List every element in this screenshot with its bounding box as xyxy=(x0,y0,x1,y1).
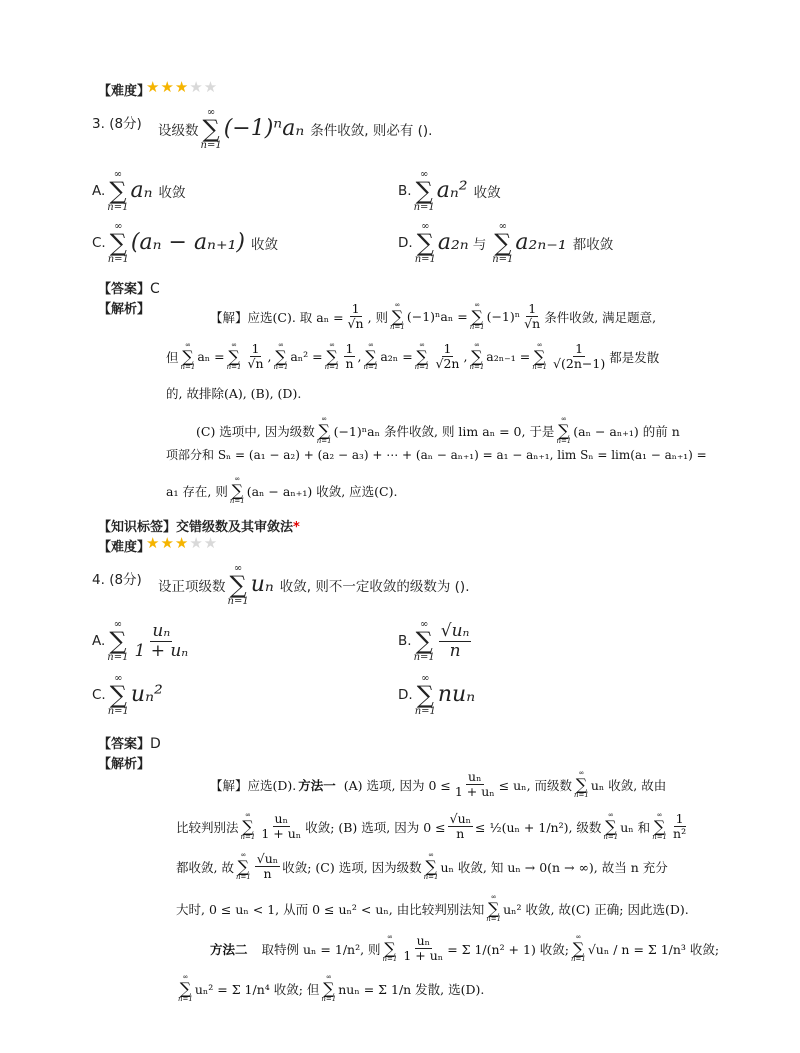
solution-text: 都是发散 xyxy=(609,349,660,365)
question-points: (8分) xyxy=(109,116,142,132)
question-3-stem xyxy=(92,112,142,132)
sum-symbol: ∞ ∑ n=1 xyxy=(486,893,502,924)
sum-symbol: ∞ ∑ n=1 xyxy=(413,619,435,663)
solution-method: 方法二 xyxy=(210,941,248,957)
stem-series: uₙ xyxy=(250,572,274,598)
difficulty-label: 【难度】 xyxy=(98,84,151,99)
solution-line xyxy=(176,894,689,923)
star-filled-icon: ★★★ xyxy=(146,78,190,96)
fraction: $\frac{1}{√n}$ xyxy=(247,341,264,372)
sum-symbol: ∞ ∑ n=1 xyxy=(414,673,436,717)
star-filled-icon: ★★★ xyxy=(146,534,190,552)
option-letter: A. xyxy=(92,183,106,200)
sum-symbol: ∞ ∑ n=1 xyxy=(469,301,485,332)
option-letter: D. xyxy=(398,235,413,252)
option-mid: 与 xyxy=(472,237,487,254)
solution-line xyxy=(210,770,666,799)
sum-symbol: ∞ ∑ n=1 xyxy=(414,341,430,372)
sum-symbol: ∞ ∑ n=1 xyxy=(107,169,129,213)
difficulty-label: 【难度】 xyxy=(98,540,151,555)
fraction-num: √uₙ xyxy=(440,621,470,642)
sum-symbol: ∞ ∑ n=1 xyxy=(423,851,439,882)
solution-text: (−1)ⁿaₙ 条件收敛, 则 lim aₙ = 0, 于是 xyxy=(333,423,555,439)
sum-symbol: ∞ ∑ n=1 xyxy=(321,973,337,1004)
answer-row xyxy=(98,733,161,752)
stem-suffix: 条件收敛, 则必有 (). xyxy=(310,123,433,140)
sum-symbol: ∞ ∑ n=1 xyxy=(227,563,249,607)
solution-text: uₙ 收敛, 故由 xyxy=(590,777,667,793)
sum-symbol: ∞ ∑ n=1 xyxy=(324,341,340,372)
sum-symbol: ∞ ∑ n=1 xyxy=(382,933,398,964)
solution-line xyxy=(166,476,397,505)
sum-symbol: ∞ ∑ n=1 xyxy=(414,221,436,265)
fraction: $\frac{1}{\text{n²}}$ xyxy=(673,811,687,842)
option-d[interactable] xyxy=(398,674,475,717)
sum-symbol: ∞ ∑ n=1 xyxy=(469,341,485,372)
tag-label: 【知识标签】 xyxy=(98,520,177,535)
sum-symbol: ∞ ∑ n=1 xyxy=(229,475,245,506)
solution-text: , 则 xyxy=(367,309,389,325)
fraction xyxy=(132,622,190,660)
fraction: $\frac{1}{√n}$ xyxy=(347,301,364,332)
solution-text: (aₙ − aₙ₊₁) 的前 n xyxy=(573,423,680,439)
fraction-num: uₙ xyxy=(152,621,171,642)
solution-line xyxy=(196,416,680,445)
solution-text: 但 xyxy=(166,349,179,365)
solution-text: (aₙ − aₙ₊₁) 收敛, 应选(C). xyxy=(246,483,398,499)
sum-symbol: ∞ ∑ n=1 xyxy=(107,221,129,265)
option-expr: aₙ² xyxy=(436,178,468,204)
difficulty-stars xyxy=(146,534,218,552)
option-tail: 收敛 xyxy=(473,185,501,202)
solution-line xyxy=(210,934,719,963)
solution-text: 取特例 uₙ = 1/n², 则 xyxy=(261,941,381,957)
sum-symbol: ∞ ∑ n=1 xyxy=(603,811,619,842)
star-empty-icon: ★★ xyxy=(189,78,219,96)
question-4-text xyxy=(158,564,469,607)
sum-symbol: ∞ ∑ n=1 xyxy=(413,169,435,213)
option-expr: a₂ₙ₋₁ xyxy=(515,230,567,256)
solution-text: 条件收敛, 满足题意, xyxy=(544,309,657,325)
difficulty-stars xyxy=(146,78,218,96)
option-c[interactable] xyxy=(92,674,163,717)
solution-line xyxy=(176,812,690,841)
sum-symbol: ∞ ∑ n=1 xyxy=(652,811,668,842)
option-b[interactable] xyxy=(398,620,473,663)
option-tail: 收敛 xyxy=(251,237,278,254)
solution-text: 大时, 0 ≤ uₙ < 1, 从而 0 ≤ uₙ² < uₙ, 由比较判别法知 xyxy=(176,901,485,917)
solution-text: (C) 选项中, 因为级数 xyxy=(196,423,315,439)
sum-symbol: ∞ ∑ n=1 xyxy=(574,769,589,800)
sum-symbol: ∞ ∑ n=1 xyxy=(178,973,193,1004)
option-letter: A. xyxy=(92,633,106,650)
sum-symbol: ∞ ∑ n=1 xyxy=(571,933,586,964)
solution-text: a₁ 存在, 则 xyxy=(166,483,228,499)
stem-suffix: 收敛, 则不一定收敛的级数为 (). xyxy=(279,579,470,596)
solution-text: a₂ₙ = xyxy=(380,349,413,365)
sum-symbol: ∞ ∑ n=1 xyxy=(532,341,548,372)
knowledge-tag xyxy=(98,516,300,535)
solution-text: uₙ² 收敛, 故(C) 正确; 因此选(D). xyxy=(503,901,689,917)
sum-symbol: ∞ ∑ n=1 xyxy=(273,341,289,372)
solution-text: 都收敛, 故 xyxy=(176,859,234,875)
option-tail: 收敛 xyxy=(158,185,186,202)
fraction: $\frac{1}{√2n}$ xyxy=(435,341,460,372)
solution-text: uₙ 和 xyxy=(620,819,651,835)
fraction: $\frac{\text{uₙ}}{\text{1 + uₙ}}$ xyxy=(403,933,444,964)
answer-value: C xyxy=(150,281,160,297)
option-c[interactable] xyxy=(92,222,278,265)
option-expr: (aₙ − aₙ₊₁) xyxy=(130,230,245,256)
tag-value: 交错级数及其审敛法 xyxy=(176,520,294,535)
fraction: $\frac{1}{n}$ xyxy=(345,341,354,372)
fraction: $\frac{\text{√uₙ}}{n}$ xyxy=(449,811,472,842)
question-number: 3. xyxy=(92,116,105,132)
answer-value: D xyxy=(150,736,161,752)
solution-text: 【解】应选(D). xyxy=(210,777,297,793)
solution-text: ≤ ½(uₙ + 1/n²), 级数 xyxy=(475,819,602,835)
solution-text: (A) 选项, 因为 0 ≤ xyxy=(343,777,451,793)
fraction-den: 1 + uₙ xyxy=(134,640,189,661)
solution-text: (−1)ⁿaₙ = xyxy=(406,309,468,325)
fraction: $\frac{1}{√(2n-1)}$ xyxy=(553,341,606,372)
stem-prefix: 设正项级数 xyxy=(158,579,226,596)
sum-symbol: ∞ ∑ n=1 xyxy=(240,811,256,842)
solution-text: aₙ = xyxy=(197,349,225,365)
solution-text: 【解】应选(C). 取 aₙ = xyxy=(210,309,344,325)
option-letter: C. xyxy=(92,235,106,252)
option-b[interactable] xyxy=(398,170,501,213)
sum-symbol: ∞ ∑ n=1 xyxy=(492,221,514,265)
option-expr: nuₙ xyxy=(437,682,476,708)
solution-text: √uₙ / n = Σ 1/n³ 收敛; xyxy=(587,941,720,957)
fraction: $\frac{\text{√uₙ}}{n}$ xyxy=(256,851,279,882)
solution-line xyxy=(176,852,668,881)
sum-symbol: ∞ ∑ n=1 xyxy=(180,341,196,372)
answer-row xyxy=(98,278,160,297)
analysis-label: 【解析】 xyxy=(98,757,151,772)
sum-symbol: ∞ ∑ n=1 xyxy=(235,851,251,882)
option-expr: aₙ xyxy=(130,178,153,204)
option-a[interactable] xyxy=(92,620,192,663)
solution-text: 收敛; (B) 选项, 因为 0 ≤ xyxy=(305,819,446,835)
fraction-den: n xyxy=(449,640,461,661)
solution-text: nuₙ = Σ 1/n 发散, 选(D). xyxy=(338,981,485,997)
solution-line: 项部分和 Sₙ = (a₁ − a₂) + (a₂ − a₃) + ⋯ + (aₙ − aₙ₊₁) = a₁ − aₙ₊₁, lim Sₙ = lim(a₁ − aₙ₊₁) = xyxy=(166,448,707,462)
option-tail: 都收敛 xyxy=(572,237,614,254)
solution-line: 的, 故排除(A), (B), (D). xyxy=(166,386,302,401)
solution-text: uₙ 收敛, 知 uₙ → 0(n → ∞), 故当 n 充分 xyxy=(440,859,668,875)
sum-symbol: ∞ ∑ n=1 xyxy=(316,415,332,446)
answer-label: 【答案】 xyxy=(98,737,151,752)
sum-symbol: ∞ ∑ n=1 xyxy=(556,415,572,446)
fraction: $\frac{\text{uₙ}}{\text{1 + uₙ}}$ xyxy=(261,811,302,842)
answer-label: 【答案】 xyxy=(98,282,151,297)
solution-line xyxy=(176,974,484,1003)
option-d[interactable] xyxy=(398,222,613,265)
stem-prefix: 设级数 xyxy=(158,123,199,140)
solution-line xyxy=(210,302,656,331)
option-a[interactable] xyxy=(92,170,186,213)
star-empty-icon: ★★ xyxy=(189,534,219,552)
solution-text: 比较判别法 xyxy=(176,819,239,835)
sum-symbol: ∞ ∑ n=1 xyxy=(390,301,405,332)
sum-symbol: ∞ ∑ n=1 xyxy=(107,673,129,717)
question-number: 4. xyxy=(92,572,105,588)
option-letter: D. xyxy=(398,687,413,704)
fraction: $\frac{1}{√n}$ xyxy=(524,301,541,332)
solution-text: 收敛; (C) 选项, 因为级数 xyxy=(282,859,422,875)
sum-symbol: ∞ ∑ n=1 xyxy=(226,341,242,372)
solution-method: 方法一 xyxy=(298,777,336,793)
sum-symbol: ∞ ∑ n=1 xyxy=(200,107,222,151)
question-3-text xyxy=(158,108,432,151)
fraction: $\frac{\text{uₙ}}{\text{1 + uₙ}}$ xyxy=(454,769,495,800)
question-points: (8分) xyxy=(109,572,142,588)
question-4-stem xyxy=(92,568,142,588)
tag-mark: * xyxy=(293,520,300,535)
solution-text: (−1)ⁿ xyxy=(486,309,521,325)
solution-text: ≤ uₙ, 而级数 xyxy=(498,777,573,793)
sum-symbol: ∞ ∑ n=1 xyxy=(107,619,129,663)
solution-text: aₙ² = xyxy=(290,349,323,365)
option-letter: B. xyxy=(398,633,412,650)
option-letter: B. xyxy=(398,183,412,200)
analysis-label: 【解析】 xyxy=(98,302,151,317)
solution-line: 但 ∞ ∑ n=1 aₙ = ∞ ∑ n=1 $\frac{1}{√n}$ , ∞ ∑ n=1 aₙ² = ∞ ∑ n=1 $\frac{1}{n}$ , ∞ ∑ n=1 a₂ₙ = ∞ ∑ n=1 $\frac{1}{√2n}$ , ∞ ∑ n=1 a₂ₙ₋₁ = ∞ ∑ n=1 $\frac{1}{√(2n-1)}$ 都是发散 xyxy=(166,341,660,372)
solution-text: = Σ 1/(n² + 1) 收敛; xyxy=(447,941,570,957)
option-expr: uₙ² xyxy=(130,682,163,708)
sum-symbol: ∞ ∑ n=1 xyxy=(363,341,379,372)
fraction xyxy=(439,622,472,660)
stem-series: (−1)ⁿaₙ xyxy=(223,116,305,142)
solution-text: uₙ² = Σ 1/n⁴ 收敛; 但 xyxy=(194,981,320,997)
option-expr: a₂ₙ xyxy=(437,230,469,256)
option-letter: C. xyxy=(92,687,106,704)
solution-text: a₂ₙ₋₁ = xyxy=(486,349,531,365)
